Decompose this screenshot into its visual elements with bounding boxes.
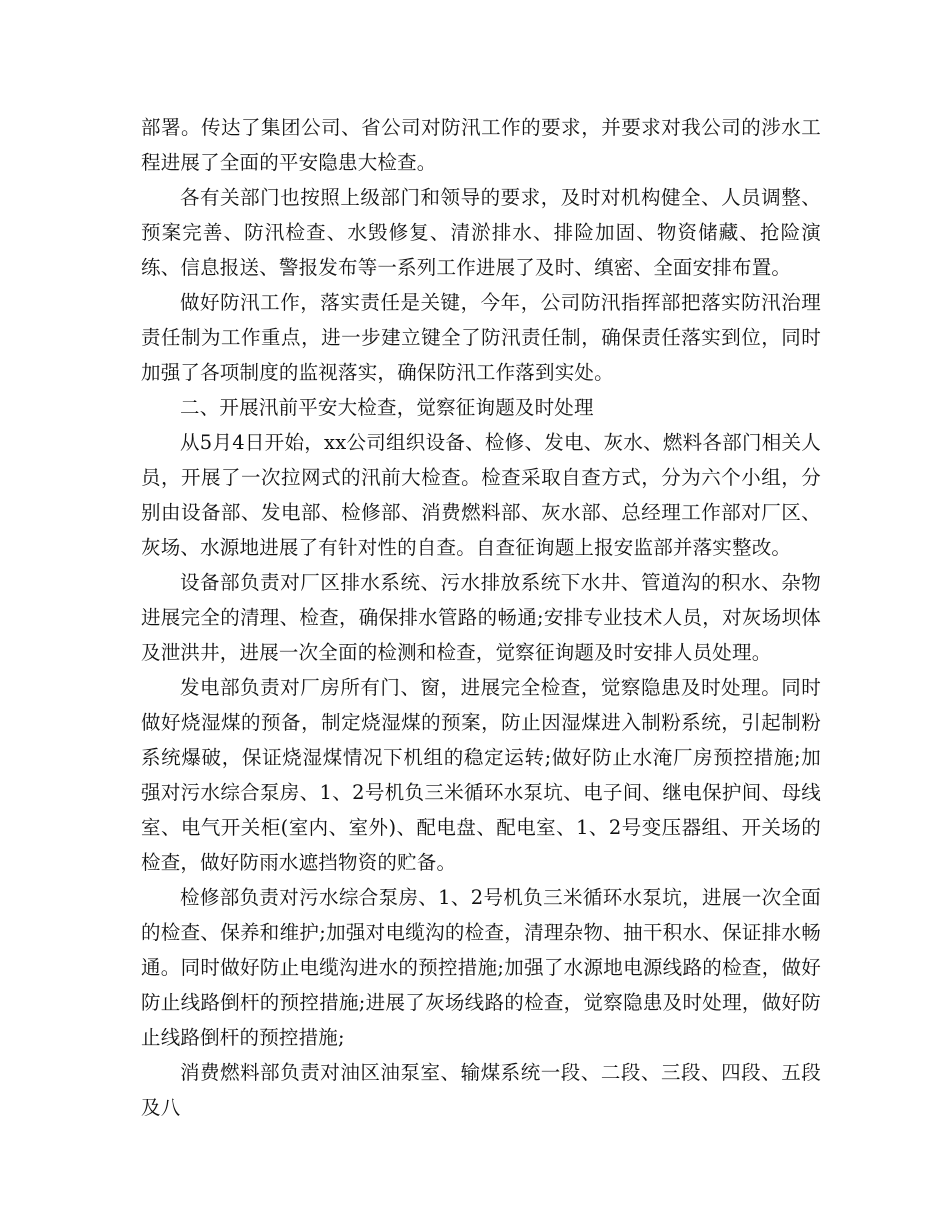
section-heading-inspection: 二、开展汛前平安大检查，觉察征询题及时处理	[180, 396, 594, 419]
paragraph-fuel-dept: 消费燃料部负责对油区油泵室、输煤系统一段、二段、三段、四段、五段及八	[141, 1061, 821, 1119]
paragraph-deployment: 部署。传达了集团公司、省公司对防汛工作的要求，并要求对我公司的涉水工程进展了全面的平安隐患大检查。	[141, 116, 821, 174]
paragraph-inspection-start: 从5月4日开始，xx公司组织设备、检修、发电、灰水、燃料各部门相关人员，开展了一次拉网式的汛前大检查。检查采取自查方式，分为六个小组，分别由设备部、发电部、检修部、消费燃料部、灰水部、总经理工作部对厂区、灰场、水源地进展了有针对性的自查。自查征询题上报安监部并落实整改。	[141, 431, 821, 559]
paragraph-equipment-dept: 设备部负责对厂区排水系统、污水排放系统下水井、管道沟的积水、杂物进展完全的清理、检查，确保排水管路的畅通;安排专业技术人员，对灰场坝体及泄洪井，进展一次全面的检测和检查，觉察征询题及时安排人员处理。	[141, 571, 821, 664]
paragraph-responsibility: 做好防汛工作，落实责任是关键，今年，公司防汛指挥部把落实防汛治理责任制为工作重点，进一步建立键全了防汛责任制，确保责任落实到位，同时加强了各项制度的监视落实，确保防汛工作落到实处。	[141, 291, 821, 384]
paragraph-maintenance-dept: 检修部负责对污水综合泵房、1、2号机负三米循环水泵坑，进展一次全面的检查、保养和维护;加强对电缆沟的检查，清理杂物、抽干积水、保证排水畅通。同时做好防止电缆沟进水的预控措施;加强了水源地电源线路的检查，做好防止线路倒杆的预控措施;进展了灰场线路的检查，觉察隐患及时处理，做好防止线路倒杆的预控措施;	[141, 886, 821, 1049]
paragraph-departments: 各有关部门也按照上级部门和领导的要求，及时对机构健全、人员调整、预案完善、防汛检查、水毁修复、清淤排水、排险加固、物资储藏、抢险演练、信息报送、警报发布等一系列工作进展了及时、缜密、全面安排布置。	[141, 186, 821, 279]
document-body	[141, 110, 821, 1125]
paragraph-power-dept: 发电部负责对厂房所有门、窗，进展完全检查，觉察隐患及时处理。同时做好烧湿煤的预备，制定烧湿煤的预案，防止因湿煤进入制粉系统，引起制粉系统爆破，保证烧湿煤情况下机组的稳定运转;做好防止水淹厂房预控措施;加强对污水综合泵房、1、2号机负三米循环水泵坑、电子间、继电保护间、母线室、电气开关柜(室内、室外)、配电盘、配电室、1、2号变压器组、开关场的检查，做好防雨水遮挡物资的贮备。	[141, 676, 821, 874]
